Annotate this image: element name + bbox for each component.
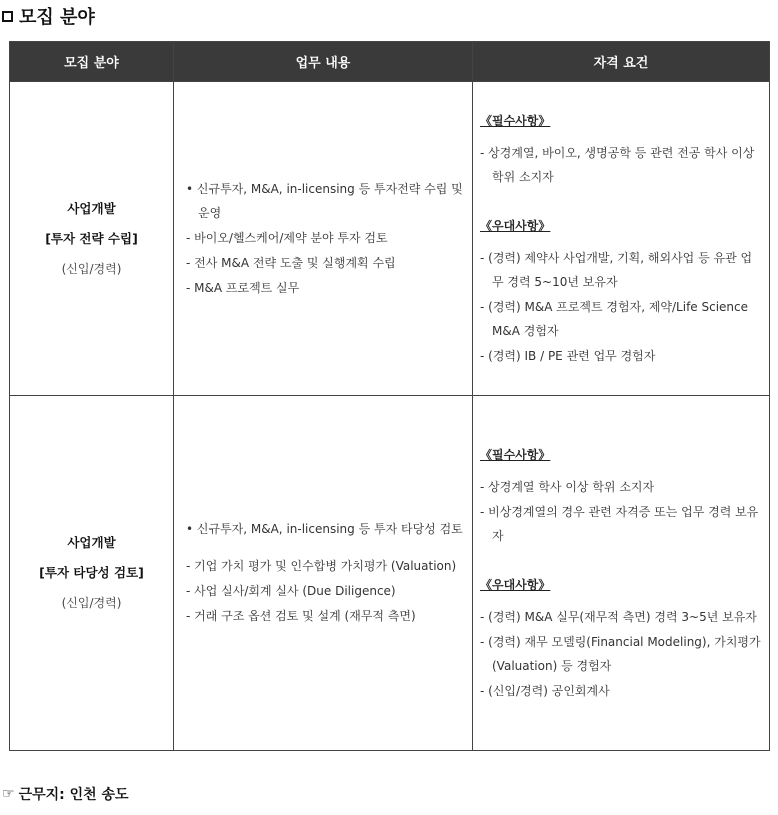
preferred-item: - (신입/경력) 공인회계사	[480, 683, 610, 698]
field-kind: (신입/경력)	[61, 596, 122, 610]
preferred-item: - (경력) M&A 프로젝트 경험자, 제약/Life Science M&A 경험자	[480, 299, 749, 338]
preferred-title: 《우대사항》	[480, 577, 551, 592]
duty-item: • 신규투자, M&A, in-licensing 등 투자전략 수립 및 운영	[186, 181, 463, 220]
workplace-text: 근무지: 인천 송도	[18, 787, 129, 803]
table-header-row	[10, 42, 770, 82]
header-requirements: 자격 요건	[473, 42, 770, 82]
field-cell	[10, 82, 174, 396]
pointing-hand-icon: ☞	[2, 786, 15, 802]
required-item: - 상경계열, 바이오, 생명공학 등 관련 전공 학사 이상 학위 소지자	[480, 145, 755, 184]
duties-cell	[174, 396, 473, 751]
table-row	[10, 82, 770, 396]
required-title: 《필수사항》	[480, 113, 551, 128]
field-name: 사업개발	[67, 200, 116, 216]
field-kind: (신입/경력)	[61, 261, 122, 276]
duty-intro: • 신규투자, M&A, in-licensing 등 투자 타당성 검토	[186, 522, 463, 536]
preferred-item: - (경력) M&A 실무(재무적 측면) 경력 3~5년 보유자	[480, 609, 757, 624]
duties-cell	[174, 82, 473, 396]
field-name: 사업개발	[67, 535, 116, 550]
required-item: - 비상경계열의 경우 관련 자격증 또는 업무 경력 보유자	[480, 504, 759, 543]
header-duties: 업무 내용	[174, 42, 473, 82]
duty-item: - 전사 M&A 전략 도출 및 실행계획 수립	[186, 255, 396, 270]
duty-item: - 사업 실사/회계 실사 (Due Diligence)	[186, 584, 396, 598]
duty-item: - M&A 프로젝트 실무	[186, 280, 300, 295]
requirements-cell	[473, 82, 770, 396]
workplace-note	[2, 782, 129, 806]
field-sub: [투자 타당성 검토]	[39, 565, 144, 580]
field-sub: [투자 전략 수립]	[45, 230, 138, 246]
section-heading	[2, 4, 95, 28]
required-title: 《필수사항》	[480, 447, 551, 462]
field-cell	[10, 396, 174, 751]
checkbox-square-icon	[2, 11, 13, 22]
preferred-item: - (경력) 제약사 사업개발, 기획, 해외사업 등 유관 업무 경력 5~10년 보유자	[480, 250, 753, 289]
preferred-title: 《우대사항》	[480, 218, 551, 233]
duty-item: - 거래 구조 옵션 검토 및 설계 (재무적 측면)	[186, 609, 416, 623]
duty-item: - 바이오/헬스케어/제약 분야 투자 검토	[186, 230, 388, 245]
required-item: - 상경계열 학사 이상 학위 소지자	[480, 479, 655, 494]
section-title: 모집 분야	[19, 7, 95, 28]
table-row	[10, 396, 770, 751]
duty-item: - 기업 가치 평가 및 인수합병 가치평가 (Valuation)	[186, 559, 457, 573]
preferred-item: - (경력) 재무 모델링(Financial Modeling), 가치평가(Valuation) 등 경험자	[480, 634, 761, 673]
requirements-cell	[473, 396, 770, 751]
preferred-item: - (경력) IB / PE 관련 업무 경험자	[480, 348, 656, 363]
header-field: 모집 분야	[10, 42, 174, 82]
recruitment-table	[9, 41, 770, 751]
